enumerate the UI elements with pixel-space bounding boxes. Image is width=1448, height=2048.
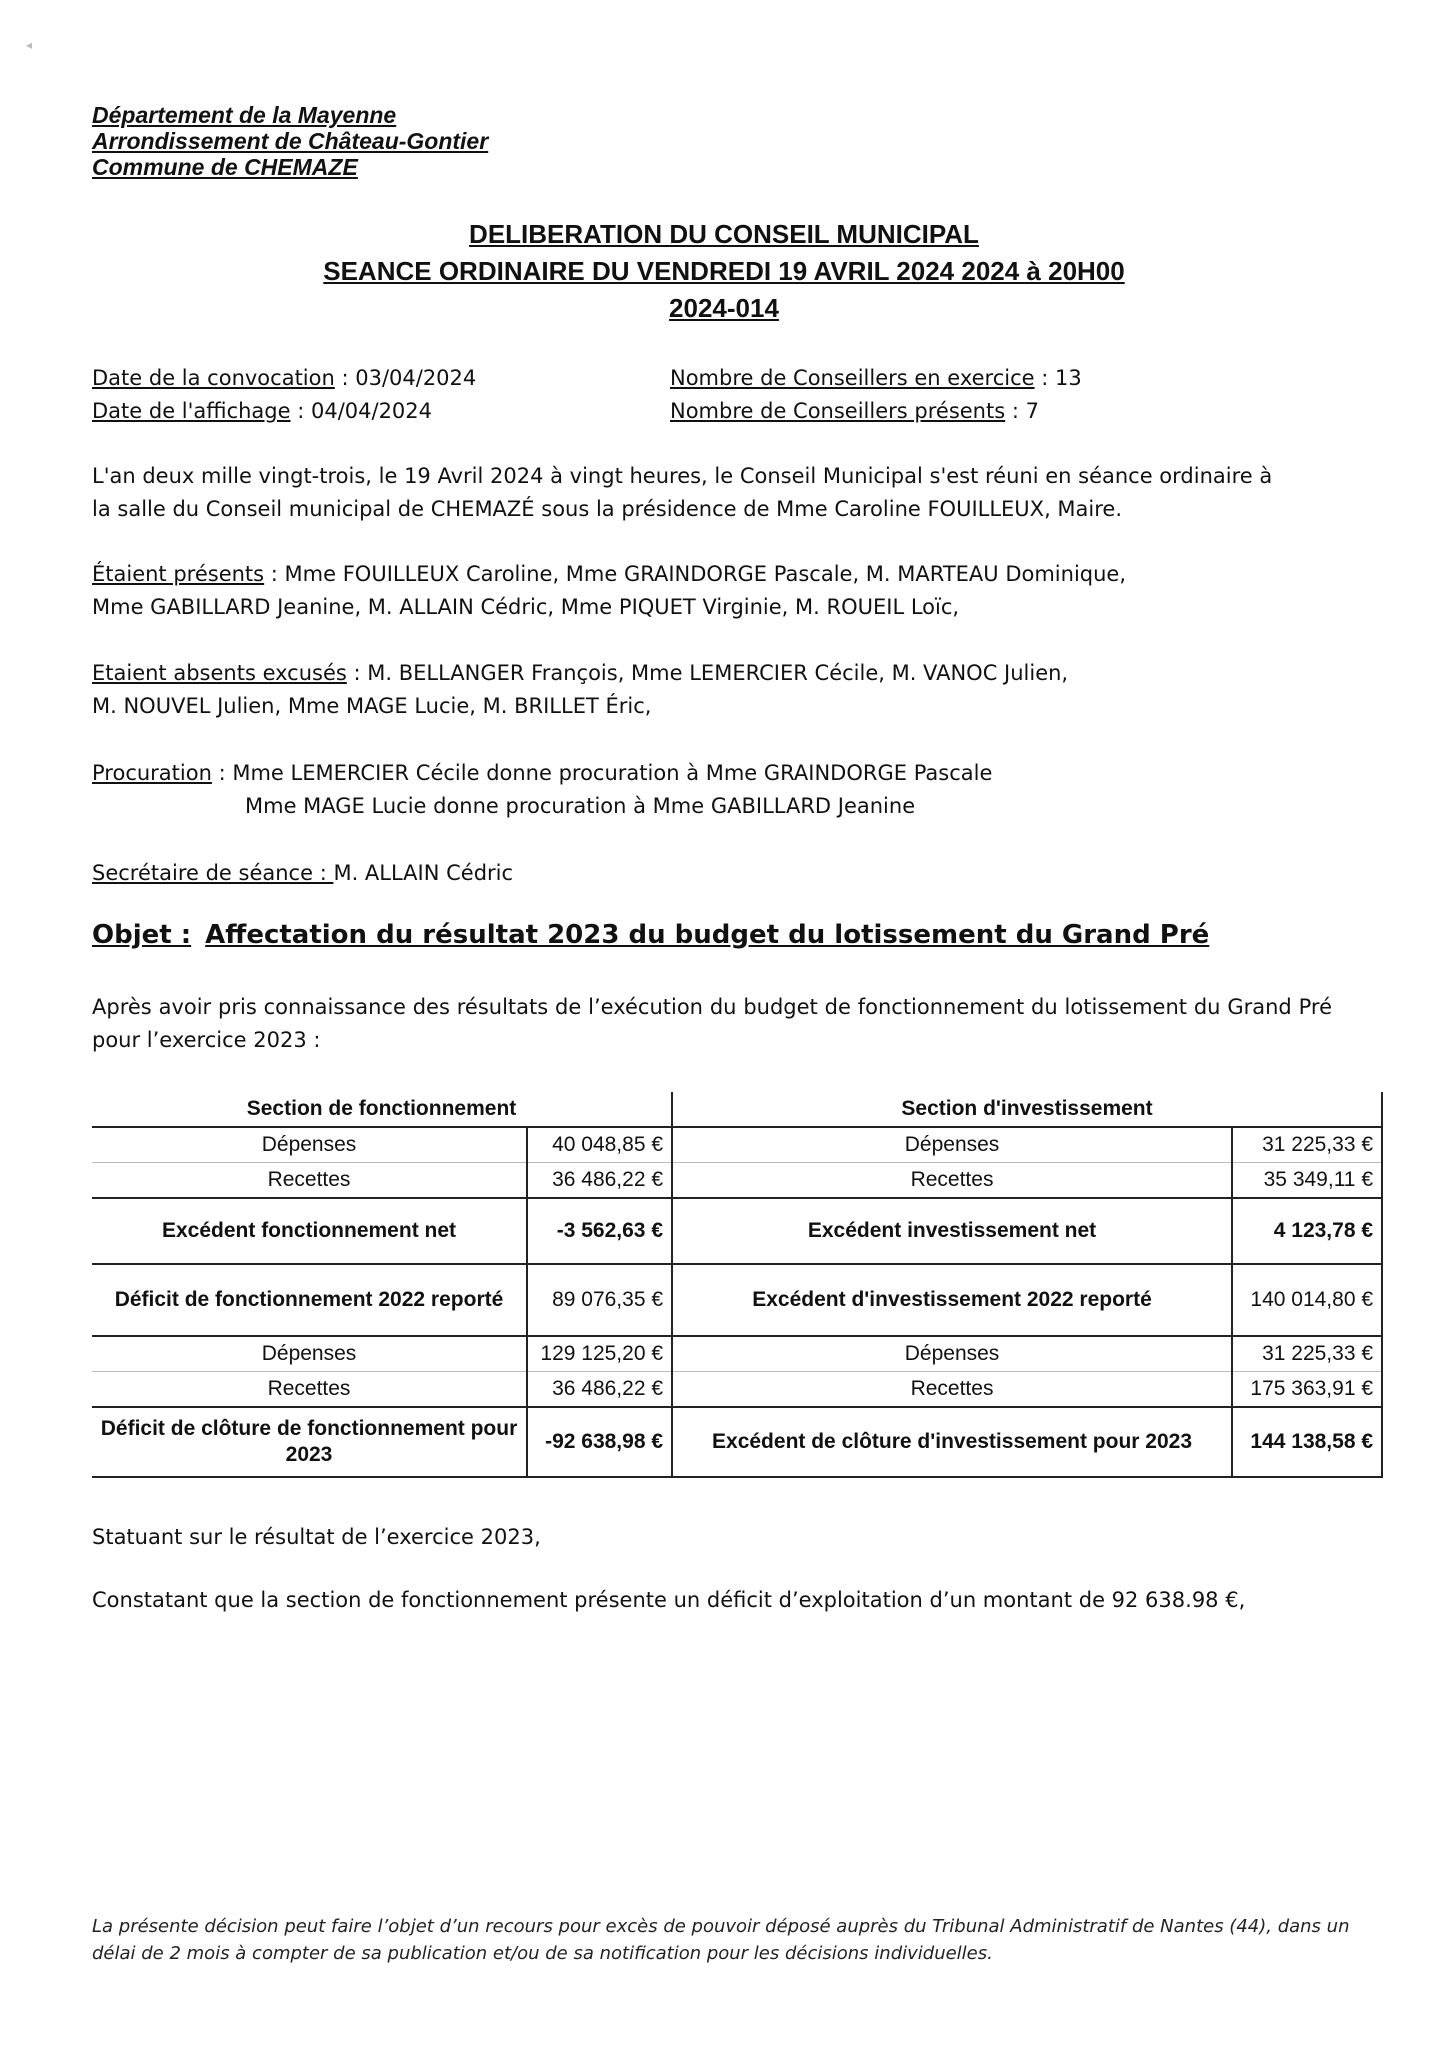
intro-paragraph	[92, 460, 1332, 526]
header-commune: Commune de CHEMAZE	[92, 154, 358, 180]
table-cell: 40 048,85 €	[527, 1127, 672, 1163]
header-departement: Département de la Mayenne	[92, 102, 397, 128]
presents-label: Étaient présents	[92, 562, 265, 586]
title-seance: SEANCE ORDINAIRE DU VENDREDI 19 AVRIL 2024 2024 à 20H00	[323, 256, 1125, 286]
convocation-value: : 03/04/2024	[334, 366, 477, 390]
table-cell: 36 486,22 €	[527, 1163, 672, 1199]
table-row	[92, 1407, 1382, 1477]
table-cell: Recettes	[92, 1372, 527, 1408]
objet-heading	[92, 920, 1209, 950]
table-row	[92, 1264, 1382, 1336]
intro-line-1: L'an deux mille vingt-trois, le 19 Avril 2024 à vingt heures, le Conseil Municipal s'est réuni en séance ordinaire à	[92, 464, 1273, 488]
convocation-label: Date de la convocation	[92, 366, 335, 390]
document-titles	[0, 216, 1448, 327]
presents-paragraph	[92, 558, 1126, 624]
table-row	[92, 1372, 1382, 1408]
meta-dates	[92, 362, 476, 428]
table-header-investissement: Section d'investissement	[672, 1092, 1382, 1127]
intro-line-2: la salle du Conseil municipal de CHEMAZÉ sous la présidence de Mme Caroline FOUILLEUX, Maire.	[92, 497, 1123, 521]
absents-label: Etaient absents excusés	[92, 661, 347, 685]
table-cell: 35 349,11 €	[1232, 1163, 1382, 1199]
table-cell: 4 123,78 €	[1232, 1198, 1382, 1264]
meta-conseillers	[670, 362, 1082, 428]
table-cell: Excédent de clôture d'investissement pour 2023	[672, 1407, 1232, 1477]
table-cell: Recettes	[92, 1163, 527, 1199]
secretaire-label: Secrétaire de séance :	[92, 861, 334, 885]
affichage-value: : 04/04/2024	[290, 399, 433, 423]
header-arrondissement: Arrondissement de Château-Gontier	[92, 128, 489, 154]
objet-value: Affectation du résultat 2023 du budget du lotissement du Grand Pré	[205, 920, 1210, 950]
table-cell: Dépenses	[672, 1336, 1232, 1372]
budget-result-table	[92, 1092, 1383, 1478]
table-row	[92, 1336, 1382, 1372]
title-deliberation: DELIBERATION DU CONSEIL MUNICIPAL	[469, 219, 979, 249]
table-cell: Dépenses	[92, 1336, 527, 1372]
statuant-paragraph: Statuant sur le résultat de l’exercice 2023,	[92, 1525, 541, 1549]
table-cell: Déficit de clôture de fonctionnement pour 2023	[92, 1407, 527, 1477]
absents-line-1: : M. BELLANGER François, Mme LEMERCIER Cécile, M. VANOC Julien,	[346, 661, 1069, 685]
table-cell: Dépenses	[92, 1127, 527, 1163]
title-reference: 2024-014	[669, 293, 779, 323]
presents-count-label: Nombre de Conseillers présents	[670, 399, 1006, 423]
objet-label: Objet :	[92, 920, 192, 950]
table-cell: 129 125,20 €	[527, 1336, 672, 1372]
table-cell: Recettes	[672, 1372, 1232, 1408]
administrative-header	[92, 102, 488, 180]
table-header-fonctionnement: Section de fonctionnement	[92, 1092, 672, 1127]
table-cell: Excédent investissement net	[672, 1198, 1232, 1264]
table-cell: 175 363,91 €	[1232, 1372, 1382, 1408]
table-row	[92, 1127, 1382, 1163]
table-cell: Excédent fonctionnement net	[92, 1198, 527, 1264]
apres-paragraph: Après avoir pris connaissance des résultats de l’exécution du budget de fonctionnement du lotissement du Grand Pré pour l’exercice 2023 :	[92, 995, 1332, 1052]
presents-line-1: : Mme FOUILLEUX Caroline, Mme GRAINDORGE Pascale, M. MARTEAU Dominique,	[264, 562, 1127, 586]
table-cell: Dépenses	[672, 1127, 1232, 1163]
table-cell: Excédent d'investissement 2022 reporté	[672, 1264, 1232, 1336]
presents-count-value: : 7	[1005, 399, 1039, 423]
table-row	[92, 1163, 1382, 1199]
table-cell: 31 225,33 €	[1232, 1336, 1382, 1372]
table-row	[92, 1198, 1382, 1264]
absents-paragraph	[92, 657, 1068, 723]
exercice-value: : 13	[1034, 366, 1082, 390]
procuration-paragraph	[92, 757, 992, 823]
table-cell: 31 225,33 €	[1232, 1127, 1382, 1163]
table-cell: -3 562,63 €	[527, 1198, 672, 1264]
affichage-label: Date de l'affichage	[92, 399, 291, 423]
legal-footer-note: La présente décision peut faire l’objet d’un recours pour excès de pouvoir déposé auprès du Tribunal Administratif de Nantes (44), dans un délai de 2 mois à compter de sa publication et/ou de sa notification pour les décisions individuelles.	[92, 1916, 1350, 1964]
scan-artifact: ◂	[26, 38, 33, 52]
procuration-label: Procuration	[92, 761, 212, 785]
procuration-line-1: : Mme LEMERCIER Cécile donne procuration à Mme GRAINDORGE Pascale	[211, 761, 993, 785]
table-cell: Déficit de fonctionnement 2022 reporté	[92, 1264, 527, 1336]
secretaire-paragraph	[92, 857, 513, 890]
constatant-paragraph: Constatant que la section de fonctionnement présente un déficit d’exploitation d’un montant de 92 638.98 €,	[92, 1588, 1246, 1612]
exercice-label: Nombre de Conseillers en exercice	[670, 366, 1035, 390]
table-cell: 89 076,35 €	[527, 1264, 672, 1336]
table-cell: 144 138,58 €	[1232, 1407, 1382, 1477]
procuration-line-2: Mme MAGE Lucie donne procuration à Mme GABILLARD Jeanine	[245, 794, 916, 818]
table-cell: Recettes	[672, 1163, 1232, 1199]
secretaire-value: M. ALLAIN Cédric	[333, 861, 514, 885]
table-cell: 140 014,80 €	[1232, 1264, 1382, 1336]
presents-line-2: Mme GABILLARD Jeanine, M. ALLAIN Cédric, Mme PIQUET Virginie, M. ROUEIL Loïc,	[92, 595, 960, 619]
absents-line-2: M. NOUVEL Julien, Mme MAGE Lucie, M. BRILLET Éric,	[92, 694, 652, 718]
table-cell: 36 486,22 €	[527, 1372, 672, 1408]
table-cell: -92 638,98 €	[527, 1407, 672, 1477]
